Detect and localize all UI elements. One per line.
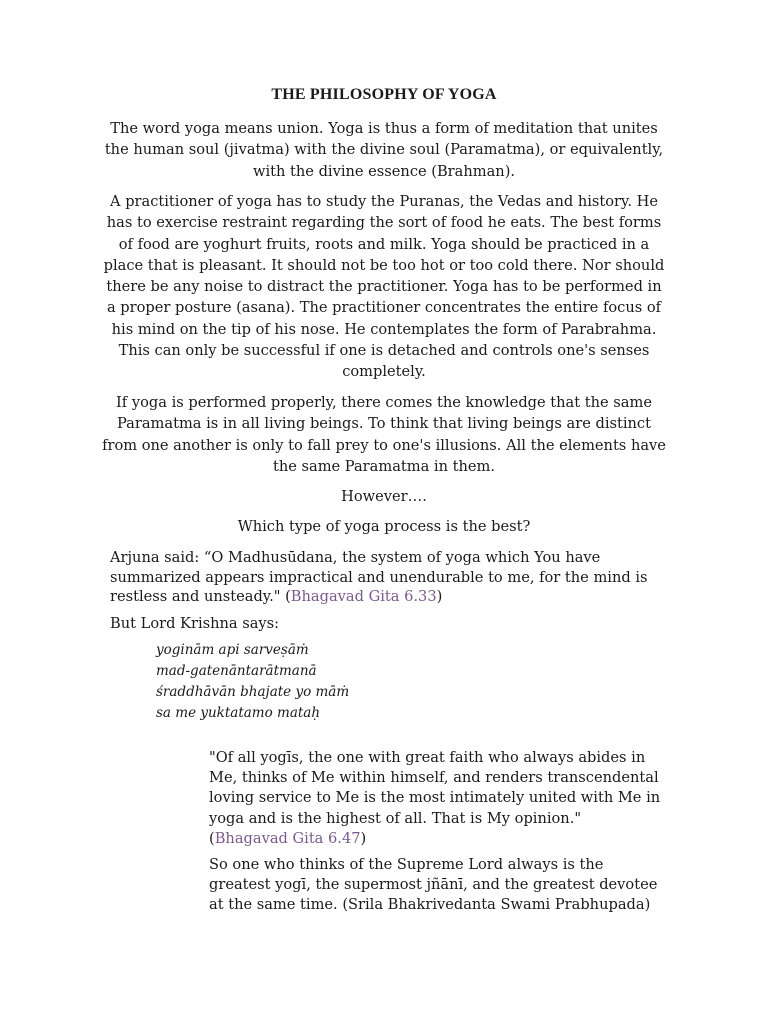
bhagavad-gita-6-47-link[interactable]: Bhagavad Gita 6.47 — [214, 829, 361, 847]
translation-close: ) — [360, 829, 367, 847]
conclusion-paragraph: So one who thinks of the Supreme Lord always is the greatest yogī, the supermost jñānī, and the greatest devotee at the same time. (Srila Bhakrivedanta Swami Prabhupada) — [209, 856, 658, 914]
arjuna-quote-text: Arjuna said: “O Madhusūdana, the system of yoga which You have summarized appears impractical and unendurable to me, for the mind is restless and unsteady." ( — [110, 549, 648, 605]
sanskrit-verse — [156, 640, 576, 724]
arjuna-quote — [110, 548, 670, 607]
translation-text: "Of all yogīs, the one with great faith who always abides in Me, thinks of Me within himself, and renders transcendental loving service to Me is the most intimately united with Me in yoga and is the highest of all. That is My opinion." ( — [209, 749, 661, 847]
verse-line: yoginām api sarveṣāṁ — [156, 642, 309, 658]
question-line: Which type of yoga process is the best? — [237, 518, 531, 535]
page-title: THE PHILOSOPHY OF YOGA — [271, 86, 497, 103]
translation-quote — [209, 748, 664, 849]
paragraph-practice: A practitioner of yoga has to study the Puranas, the Vedas and history. He has to exercise restraint regarding the sort of food he eats. The best forms of food are yoghurt fruits, roots and milk. Yoga should be practiced in a place that is pleasant. It should not be too hot or too cold there. Nor should there be any noise to distract the practitioner. Yoga has to be performed in a proper posture (asana). The practitioner concentrates the entire focus of his mind on the tip of his nose. He contemplates the form of Parabrahma. This can only be successful if one is detached and controls one's senses completely. — [103, 193, 665, 381]
verse-line: śraddhāvān bhajate yo māṁ — [156, 684, 350, 700]
arjuna-quote-close: ) — [436, 588, 443, 605]
bhagavad-gita-6-33-link[interactable]: Bhagavad Gita 6.33 — [290, 588, 437, 605]
krishna-intro: But Lord Krishna says: — [110, 615, 280, 632]
however-line: However…. — [341, 488, 427, 505]
paragraph-knowledge: If yoga is performed properly, there comes the knowledge that the same Paramatma is in all living beings. To think that living beings are distinct from one another is only to fall prey to one's illusions. All the elements have the same Paramatma in them. — [102, 394, 666, 475]
paragraph-definition: The word yoga means union. Yoga is thus a form of meditation that unites the human soul (jivatma) with the divine soul (Paramatma), or equivalently, with the divine essence (Brahman). — [104, 120, 664, 180]
verse-line: sa me yuktatamo mataḥ — [156, 705, 321, 721]
verse-line: mad-gatenāntarātmanā — [156, 663, 317, 679]
